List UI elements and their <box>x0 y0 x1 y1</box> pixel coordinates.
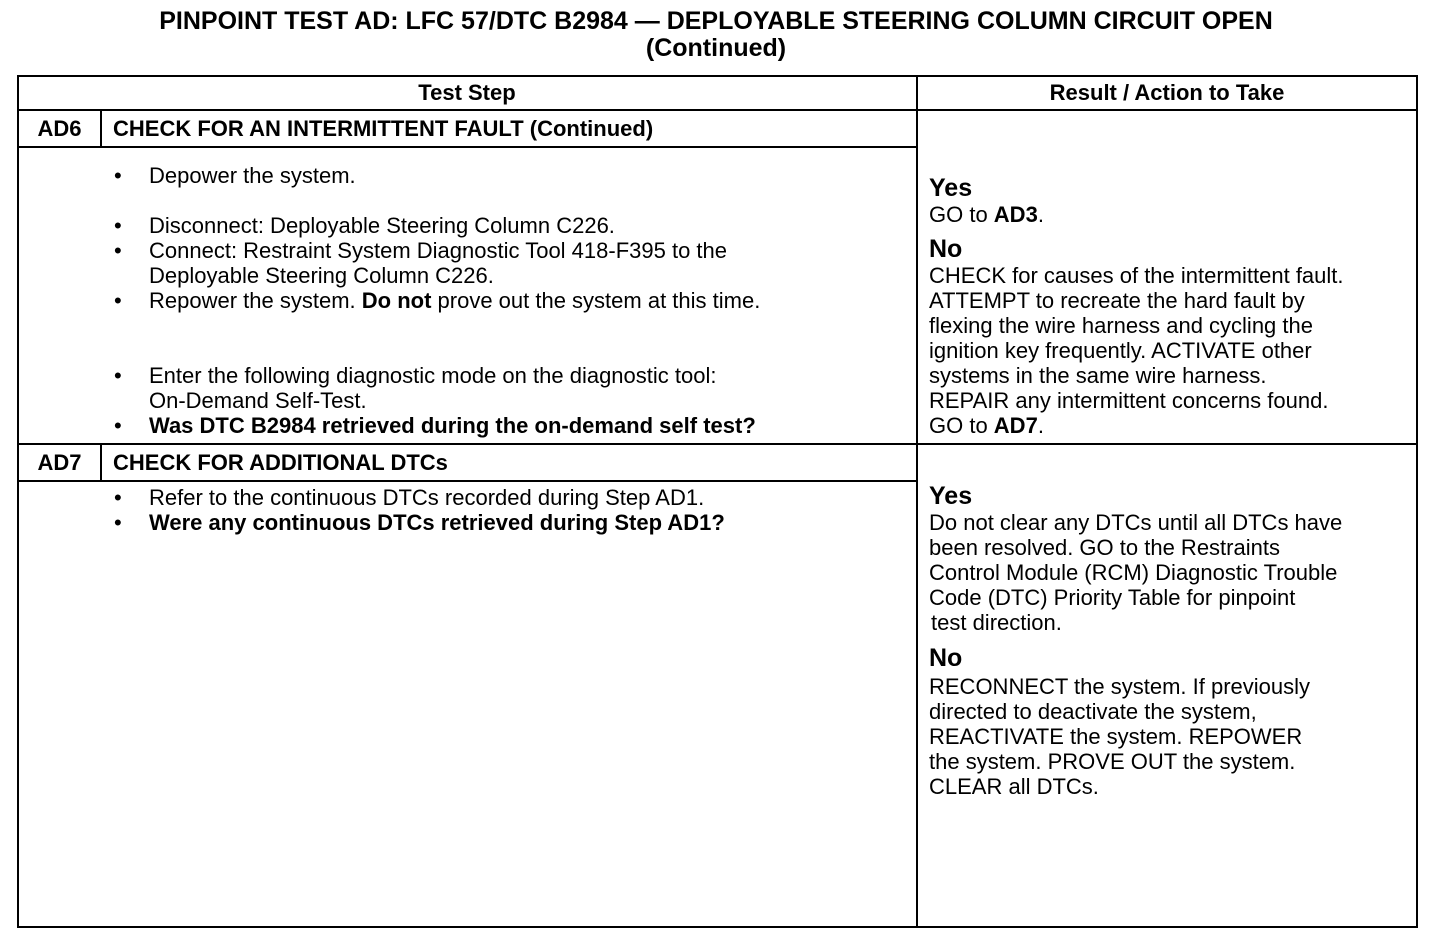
title-line-2: (Continued) <box>645 34 787 62</box>
header-divider <box>17 109 1418 111</box>
column-divider <box>916 75 918 928</box>
ad6-no-target-step: AD7 <box>993 413 1038 438</box>
ad6-step-repower-post: prove out the system at this time. <box>431 288 761 313</box>
ad7-result-no-action <box>929 674 1310 799</box>
ad6-result-yes-action <box>929 202 1044 227</box>
ad6-no-period: . <box>1037 413 1044 438</box>
ad6-question: Was DTC B2984 retrieved during the on-demand self test? <box>149 413 756 438</box>
ad6-no-go-to-pre: GO to <box>929 413 994 438</box>
ad7-no-line: CLEAR all DTCs. <box>929 774 1099 799</box>
ad7-no-line: the system. PROVE OUT the system. <box>929 749 1296 774</box>
ad7-yes-line: been resolved. GO to the Restraints <box>929 535 1280 560</box>
ad6-ad7-divider <box>17 443 1418 445</box>
ad6-step-connect-line-2: Deployable Steering Column C226. <box>149 263 494 288</box>
ad6-result-yes-label: Yes <box>929 174 973 202</box>
ad7-yes-line: Do not clear any DTCs until all DTCs have <box>929 510 1343 535</box>
ad6-step-disconnect: Disconnect: Deployable Steering Column C226. <box>149 213 615 238</box>
ad6-no-line: CHECK for causes of the intermittent fault. <box>929 263 1344 288</box>
step-id-divider-ad6 <box>100 109 102 147</box>
ad6-no-go-to <box>929 413 1344 438</box>
bullet-marker: • <box>114 238 122 263</box>
title-line-1: PINPOINT TEST AD: LFC 57/DTC B2984 — DEPLOYABLE STEERING COLUMN CIRCUIT OPEN <box>159 7 1273 35</box>
ad7-no-line: directed to deactivate the system, <box>929 699 1257 724</box>
bullet-marker: • <box>114 213 122 238</box>
bullet-marker: • <box>114 485 122 510</box>
ad6-step-connect-line-1: Connect: Restraint System Diagnostic Tool 418-F395 to the <box>149 238 728 263</box>
step-id-divider-ad7 <box>100 443 102 481</box>
bullet-marker: • <box>114 363 122 388</box>
step-id-ad7: AD7 <box>37 450 82 475</box>
ad6-result-no-label: No <box>929 235 963 263</box>
ad7-yes-line: test direction. <box>931 610 1062 635</box>
bullet-marker: • <box>114 288 122 313</box>
step-id-ad6: AD6 <box>37 116 82 141</box>
ad6-step-repower <box>149 288 760 313</box>
ad7-no-line: REACTIVATE the system. REPOWER <box>929 724 1303 749</box>
ad6-heading-divider <box>17 146 917 148</box>
ad6-no-line: flexing the wire harness and cycling the <box>929 313 1313 338</box>
ad6-yes-target-step: AD3 <box>993 202 1038 227</box>
header-test-step: Test Step <box>418 80 516 105</box>
step-heading-ad7: CHECK FOR ADDITIONAL DTCs <box>113 450 448 475</box>
bullet-marker: • <box>114 163 122 188</box>
header-result-action: Result / Action to Take <box>1049 80 1285 105</box>
ad7-step-refer: Refer to the continuous DTCs recorded during Step AD1. <box>149 485 705 510</box>
ad6-step-enter-mode-line-2: On-Demand Self-Test. <box>149 388 367 413</box>
ad6-step-repower-pre: Repower the system. <box>149 288 362 313</box>
ad7-no-line: RECONNECT the system. If previously <box>929 674 1311 699</box>
ad6-step-repower-emphasis: Do not <box>361 288 432 313</box>
ad6-step-depower: Depower the system. <box>149 163 356 188</box>
ad7-yes-line: Code (DTC) Priority Table for pinpoint <box>929 585 1296 610</box>
ad6-yes-period: . <box>1037 202 1044 227</box>
ad7-yes-line: Control Module (RCM) Diagnostic Trouble <box>929 560 1338 585</box>
ad6-step-enter-mode-line-1: Enter the following diagnostic mode on the diagnostic tool: <box>149 363 717 388</box>
ad6-no-line: REPAIR any intermittent concerns found. <box>929 388 1329 413</box>
ad7-question: Were any continuous DTCs retrieved during Step AD1? <box>149 510 725 535</box>
ad6-no-line: ignition key frequently. ACTIVATE other <box>929 338 1312 363</box>
bullet-marker: • <box>114 413 122 438</box>
ad6-no-line: systems in the same wire harness. <box>929 363 1267 388</box>
ad7-result-no-label: No <box>929 644 963 672</box>
ad6-result-no-action <box>929 263 1344 438</box>
step-heading-ad6: CHECK FOR AN INTERMITTENT FAULT (Continued) <box>113 116 654 141</box>
ad7-heading-divider <box>17 480 917 482</box>
ad6-no-line: ATTEMPT to recreate the hard fault by <box>929 288 1305 313</box>
page-title <box>0 8 1432 62</box>
ad7-result-yes-action <box>929 510 1342 635</box>
bullet-marker: • <box>114 510 122 535</box>
ad6-yes-go-to: GO to <box>929 202 994 227</box>
ad7-result-yes-label: Yes <box>929 482 973 510</box>
